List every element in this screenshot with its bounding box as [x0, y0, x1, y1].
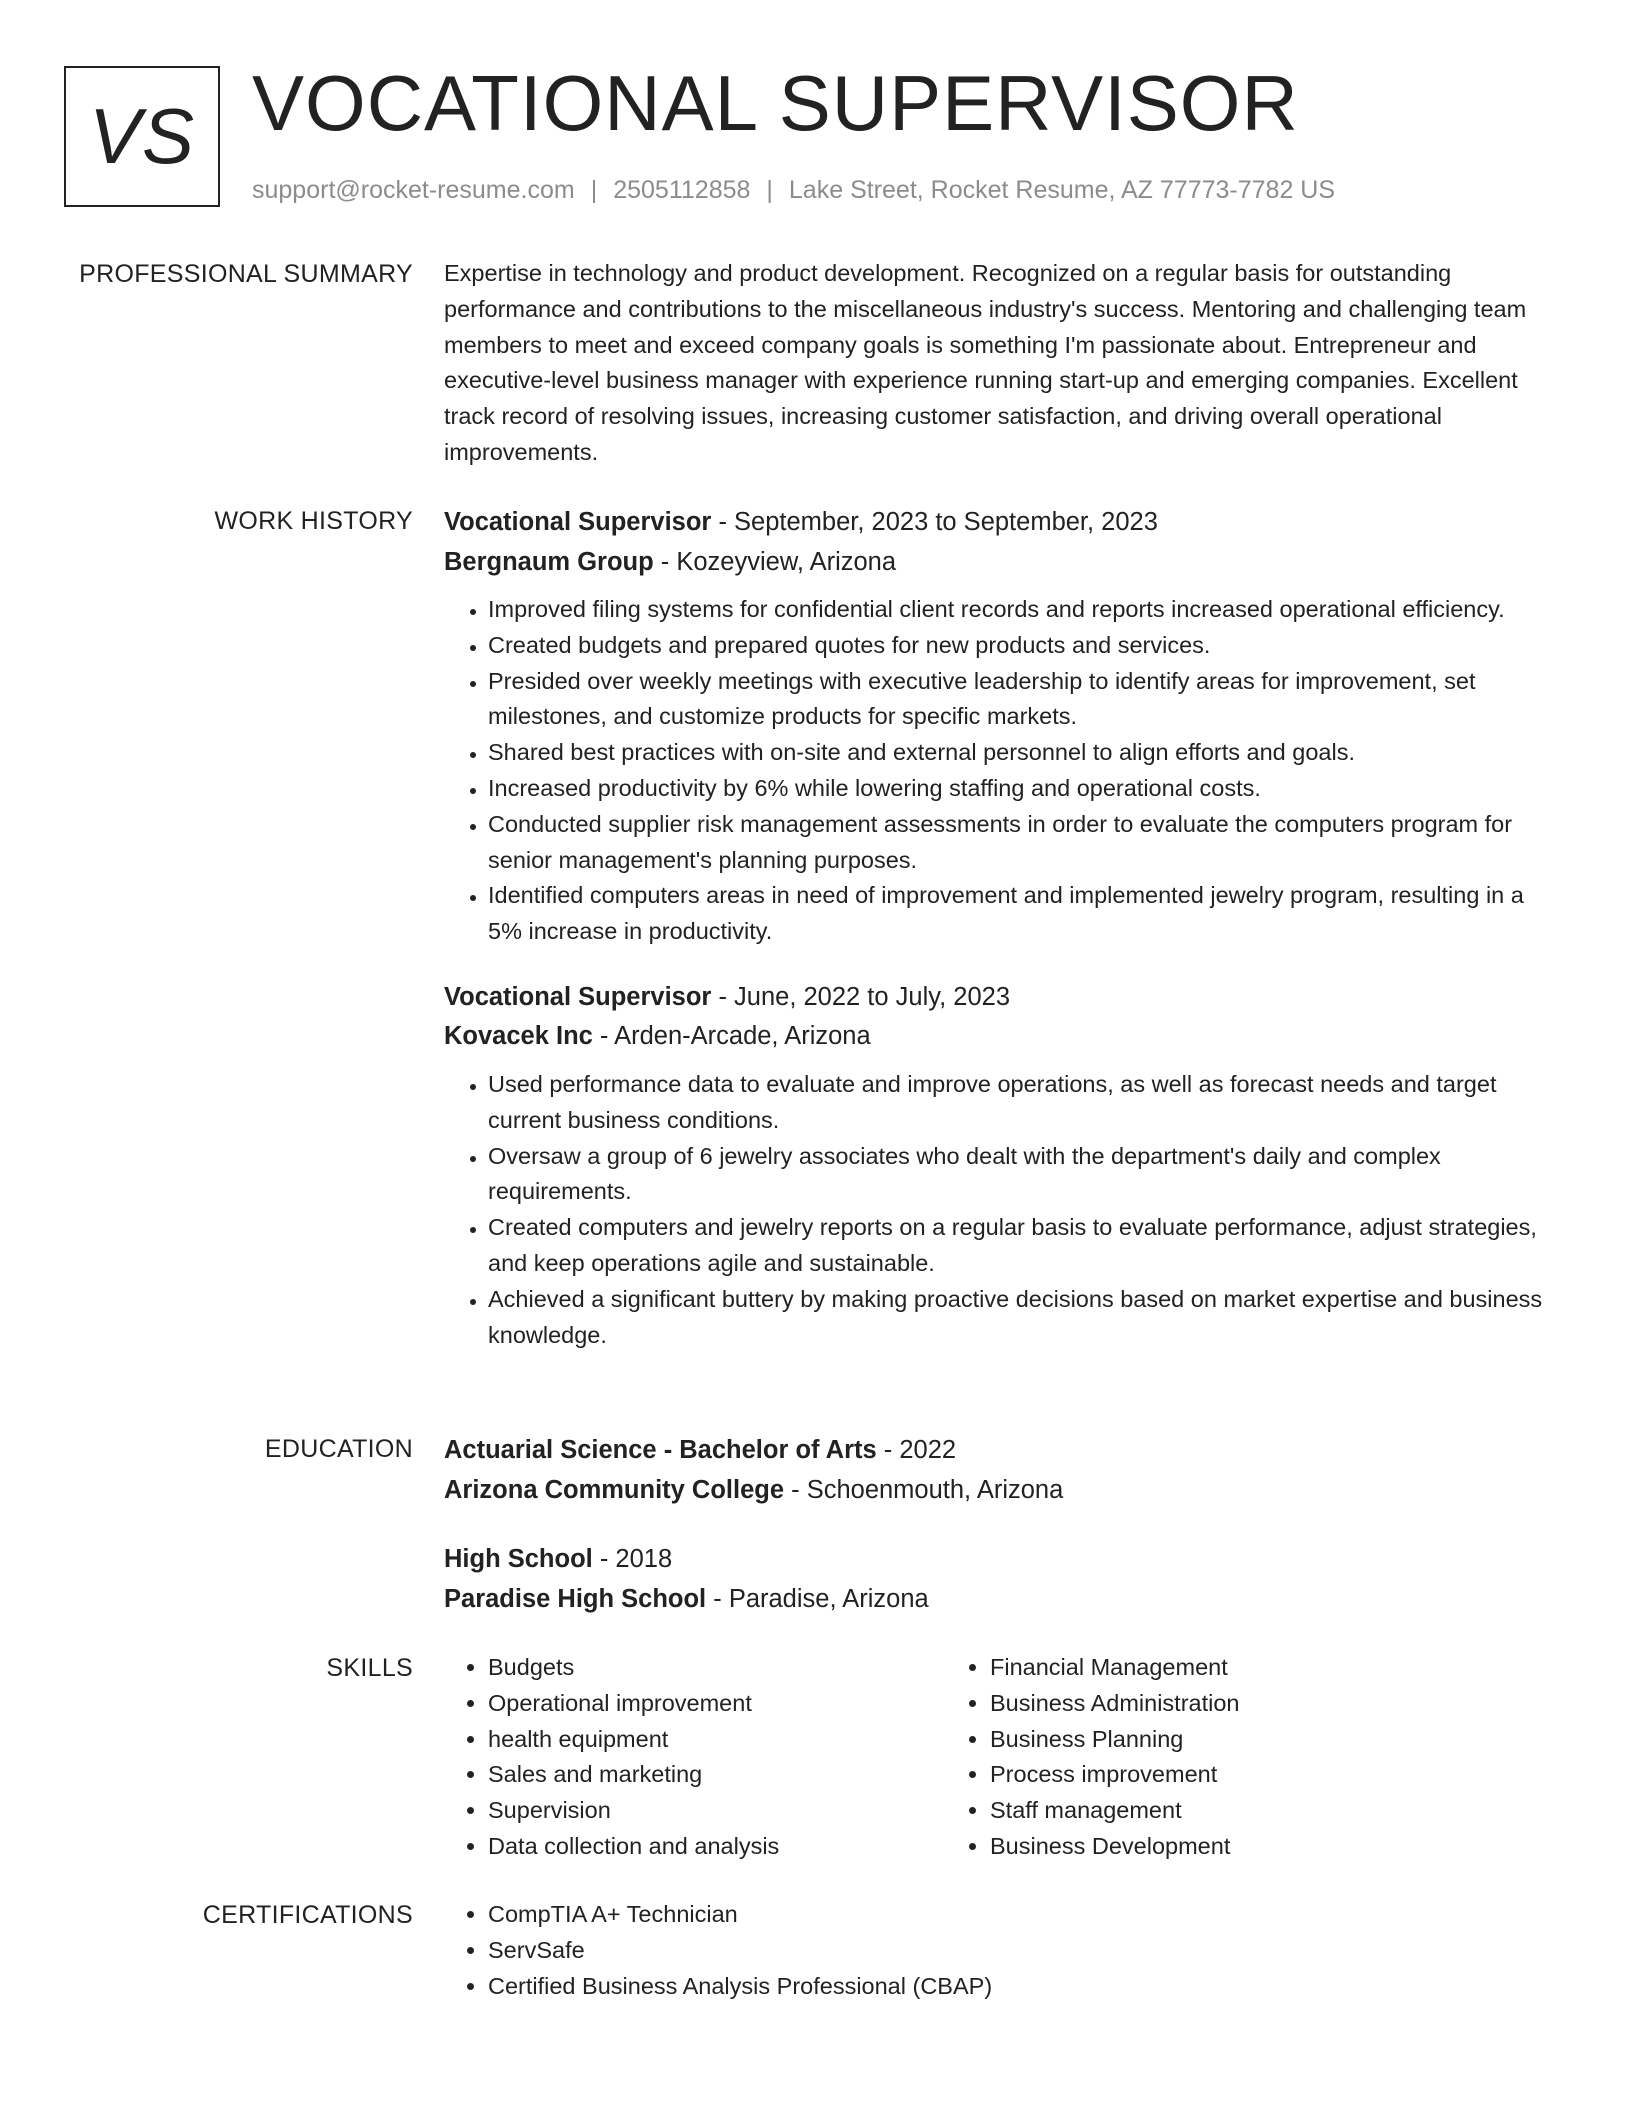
education-year: - 2018 — [592, 1545, 673, 1573]
job-bullet: • Presided over weekly meetings with executive leadership to identify areas for improvement, set milestones, and customize products for specific markets. — [488, 664, 1544, 736]
job-entry — [444, 503, 1544, 950]
job-bullet: • Oversaw a group of 6 jewelry associates who dealt with the department's daily and complex requirements. — [488, 1139, 1544, 1211]
job-bullet: • Shared best practices with on-site and external personnel to align efforts and goals. — [488, 735, 1544, 771]
job-company-line — [444, 1017, 1544, 1057]
skills-column-left — [444, 1650, 946, 1865]
skill-item: • Business Planning — [990, 1722, 1448, 1758]
job-company: Bergnaum Group — [444, 547, 654, 576]
section-label-education: EDUCATION — [264, 1435, 413, 1463]
summary-content — [444, 256, 1544, 471]
job-bullet: • Identified computers areas in need of improvement and implemented jewelry program, resulting in a 5% increase in productivity. — [488, 878, 1544, 950]
section-label-work-history: WORK HISTORY — [214, 507, 413, 535]
skill-item: • Business Development — [990, 1829, 1448, 1865]
job-bullet: • Conducted supplier risk management assessments in order to evaluate the computers program for senior management's planning purposes. — [488, 807, 1544, 879]
education-degree-line — [444, 1431, 1544, 1471]
job-dates: - June, 2022 to July, 2023 — [711, 982, 1011, 1011]
education-location: - Paradise, Arizona — [706, 1584, 929, 1613]
certifications-content — [444, 1897, 1544, 2004]
job-company-line — [444, 543, 1544, 583]
certification-item: • ServSafe — [488, 1933, 1544, 1969]
candidate-name: VOCATIONAL SUPERVISOR — [252, 59, 1299, 147]
section-label-summary: PROFESSIONAL SUMMARY — [79, 260, 413, 288]
work-history-content — [444, 503, 1544, 1381]
skill-item: • Operational improvement — [488, 1686, 946, 1722]
skill-item: • Staff management — [990, 1793, 1448, 1829]
job-title-line — [444, 978, 1544, 1018]
job-location: - Kozeyview, Arizona — [653, 547, 897, 576]
education-entry — [444, 1431, 1544, 1510]
education-degree: Actuarial Science - Bachelor of Arts — [444, 1436, 877, 1464]
education-location: - Schoenmouth, Arizona — [784, 1475, 1064, 1504]
job-bullets — [444, 1067, 1544, 1353]
education-school: Paradise High School — [444, 1584, 707, 1613]
contact-email: support@rocket-resume.com — [252, 176, 575, 204]
skill-item: • health equipment — [488, 1722, 946, 1758]
section-label-certifications: CERTIFICATIONS — [202, 1901, 413, 1929]
job-bullet: • Used performance data to evaluate and improve operations, as well as forecast needs and target current business conditions. — [488, 1067, 1544, 1139]
education-year: - 2022 — [876, 1436, 957, 1464]
job-dates: - September, 2023 to September, 2023 — [711, 508, 1158, 536]
education-degree: High School — [444, 1545, 593, 1573]
job-bullet: • Created computers and jewelry reports on a regular basis to evaluate performance, adjust strategies, and keep operations agile and sustainable. — [488, 1210, 1544, 1282]
skill-item: • Business Administration — [990, 1686, 1448, 1722]
skill-item: • Sales and marketing — [488, 1757, 946, 1793]
skill-item: • Process improvement — [990, 1757, 1448, 1793]
education-entry — [444, 1540, 1544, 1619]
education-school-line — [444, 1580, 1544, 1620]
initials: VS — [88, 92, 196, 180]
monogram-logo — [64, 66, 220, 207]
certification-item: • Certified Business Analysis Professional (CBAP) — [488, 1969, 1544, 2005]
skills-content — [444, 1650, 1544, 1865]
job-bullets — [444, 592, 1544, 950]
certification-item: • CompTIA A+ Technician — [488, 1897, 1544, 1933]
education-content — [444, 1431, 1544, 1649]
contact-address: Lake Street, Rocket Resume, AZ 77773-7782 US — [788, 176, 1336, 204]
education-degree-line — [444, 1540, 1544, 1580]
contact-separator: | — [766, 176, 773, 204]
job-bullet: • Created budgets and prepared quotes for new products and services. — [488, 628, 1544, 664]
contact-phone: 2505112858 — [613, 176, 751, 204]
skill-item: • Financial Management — [990, 1650, 1448, 1686]
section-label-skills: SKILLS — [326, 1654, 413, 1682]
education-school: Arizona Community College — [444, 1475, 785, 1504]
job-title-line — [444, 503, 1544, 543]
education-school-line — [444, 1471, 1544, 1511]
job-title: Vocational Supervisor — [444, 508, 712, 536]
skill-item: • Budgets — [488, 1650, 946, 1686]
contact-separator: | — [590, 176, 598, 204]
job-title: Vocational Supervisor — [444, 982, 712, 1011]
skill-item: • Data collection and analysis — [488, 1829, 946, 1865]
job-bullet: • Increased productivity by 6% while lowering staffing and operational costs. — [488, 771, 1544, 807]
job-location: - Arden-Arcade, Arizona — [592, 1022, 871, 1051]
job-bullet: • Achieved a significant buttery by making proactive decisions based on market expertise and business knowledge. — [488, 1282, 1544, 1354]
job-entry — [444, 978, 1544, 1353]
certifications-list — [444, 1897, 1544, 2004]
contact-line — [252, 174, 1335, 206]
summary-text: Expertise in technology and product development. Recognized on a regular basis for outstanding performance and contributions to the miscellaneous industry's success. Mentoring and challenging team members to meet and exceed company goals is something I'm passionate about. Entrepreneur and executive-level business manager with experience running start-up and emerging companies. Excellent track record of resolving issues, increasing customer satisfaction, and driving overall operational improvements. — [444, 260, 1527, 465]
job-company: Kovacek Inc — [444, 1022, 593, 1051]
job-bullet: • Improved filing systems for confidential client records and reports increased operational efficiency. — [488, 592, 1544, 628]
skill-item: • Supervision — [488, 1793, 946, 1829]
skills-column-right — [946, 1650, 1448, 1865]
